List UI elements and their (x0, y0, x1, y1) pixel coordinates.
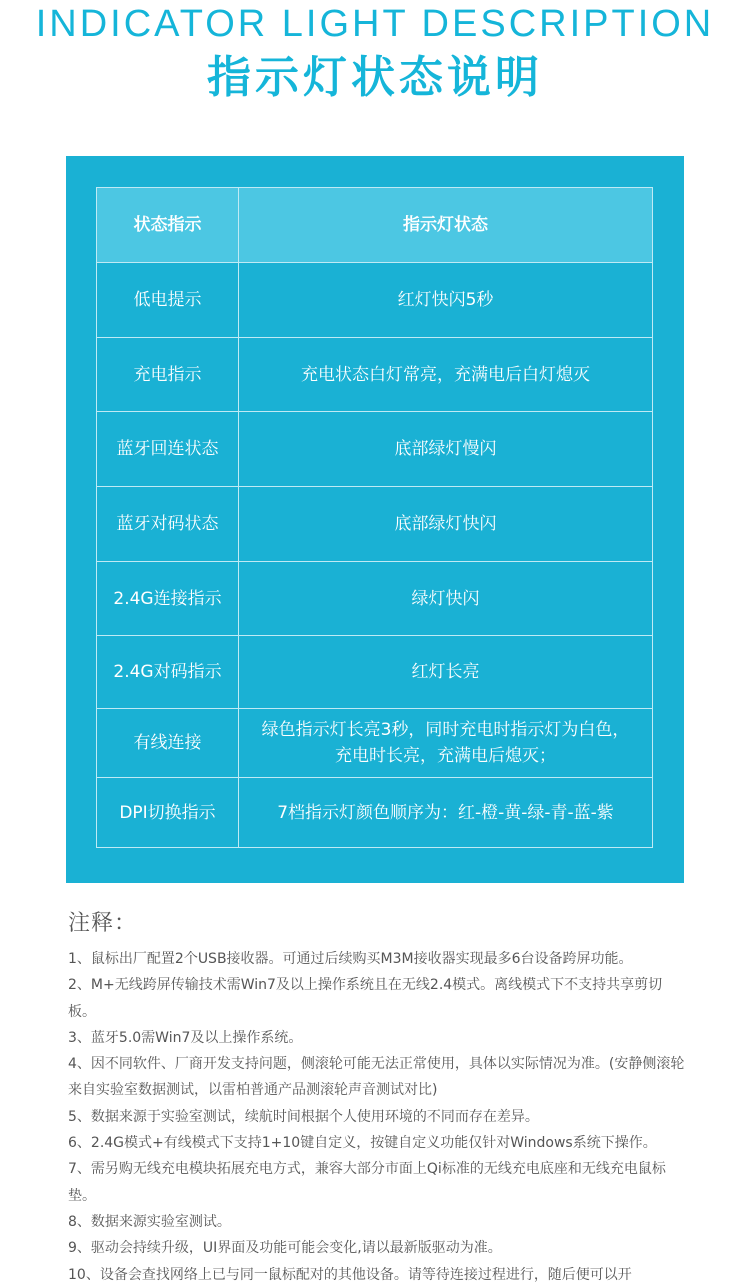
light-cell (239, 709, 653, 778)
table-header-row (97, 188, 653, 263)
title-english: INDICATOR LIGHT DESCRIPTION (35, 3, 715, 45)
table-row (97, 487, 653, 562)
header-light: 指示灯状态 (239, 188, 653, 263)
header-status: 状态指示 (97, 188, 239, 263)
table-row (97, 412, 653, 487)
status-cell: 有线连接 (97, 709, 239, 778)
status-cell: 2.4G对码指示 (97, 636, 239, 709)
status-cell: DPI切换指示 (97, 778, 239, 848)
note-item: 6、2.4G模式+有线模式下支持1+10键自定义，按键自定义功能仅针对Windows系统下操作。 (68, 1135, 657, 1152)
note-item: 2、M+无线跨屏传输技术需Win7及以上操作系统且在无线2.4模式。离线模式下不支持共享剪切板。 (68, 977, 663, 1020)
light-cell: 绿灯快闪 (239, 562, 653, 636)
note-item: 7、需另购无线充电模块拓展充电方式，兼容大部分市面上Qi标准的无线充电底座和无线充电鼠标垫。 (68, 1161, 666, 1204)
table-row (97, 636, 653, 709)
table-row (97, 562, 653, 636)
light-cell: 7档指示灯颜色顺序为：红-橙-黄-绿-青-蓝-紫 (239, 778, 653, 848)
status-cell: 蓝牙对码状态 (97, 487, 239, 562)
table-row (97, 263, 653, 338)
note-item: 5、数据来源于实验室测试，续航时间根据个人使用环境的不同而存在差异。 (68, 1108, 539, 1125)
notes-title: 注释： (68, 911, 138, 936)
light-line-1: 绿色指示灯长亮3秒，同时充电时指示灯为白色， (261, 720, 630, 740)
indicator-panel (66, 156, 684, 883)
light-line-2: 充电时长亮，充满电后熄灭； (335, 746, 556, 766)
note-item: 1、鼠标出厂配置2个USB接收器。可通过后续购买M3M接收器实现最多6台设备跨屏功能。 (68, 951, 633, 967)
light-cell: 底部绿灯快闪 (239, 487, 653, 562)
title-chinese: 指示灯状态说明 (207, 52, 543, 103)
table-row (97, 709, 653, 778)
light-cell: 底部绿灯慢闪 (239, 412, 653, 487)
light-cell: 红灯长亮 (239, 636, 653, 709)
note-item: 3、蓝牙5.0需Win7及以上操作系统。 (68, 1029, 303, 1046)
indicator-table (96, 187, 653, 848)
status-cell: 蓝牙回连状态 (97, 412, 239, 487)
table-row (97, 778, 653, 848)
status-cell: 充电指示 (97, 338, 239, 412)
light-cell: 充电状态白灯常亮，充满电后白灯熄灭 (239, 338, 653, 412)
notes-list (68, 946, 688, 1288)
table-row (97, 338, 653, 412)
note-item: 4、因不同软件、厂商开发支持问题，侧滚轮可能无法正常使用，具体以实际情况为准。(安静侧滚轮来自实验室数据测试，以雷柏普通产品测滚轮声音测试对比) (68, 1056, 685, 1099)
note-item: 8、数据来源实验室测试。 (68, 1213, 231, 1230)
light-cell: 红灯快闪5秒 (239, 263, 653, 338)
note-item: 9、驱动会持续升级，UI界面及功能可能会变化,请以最新版驱动为准。 (68, 1240, 502, 1257)
note-item: 10、设备会查找网络上已与同一鼠标配对的其他设备。请等待连接过程进行，随后便可以开 (68, 1266, 632, 1283)
status-cell: 2.4G连接指示 (97, 562, 239, 636)
status-cell: 低电提示 (97, 263, 239, 338)
